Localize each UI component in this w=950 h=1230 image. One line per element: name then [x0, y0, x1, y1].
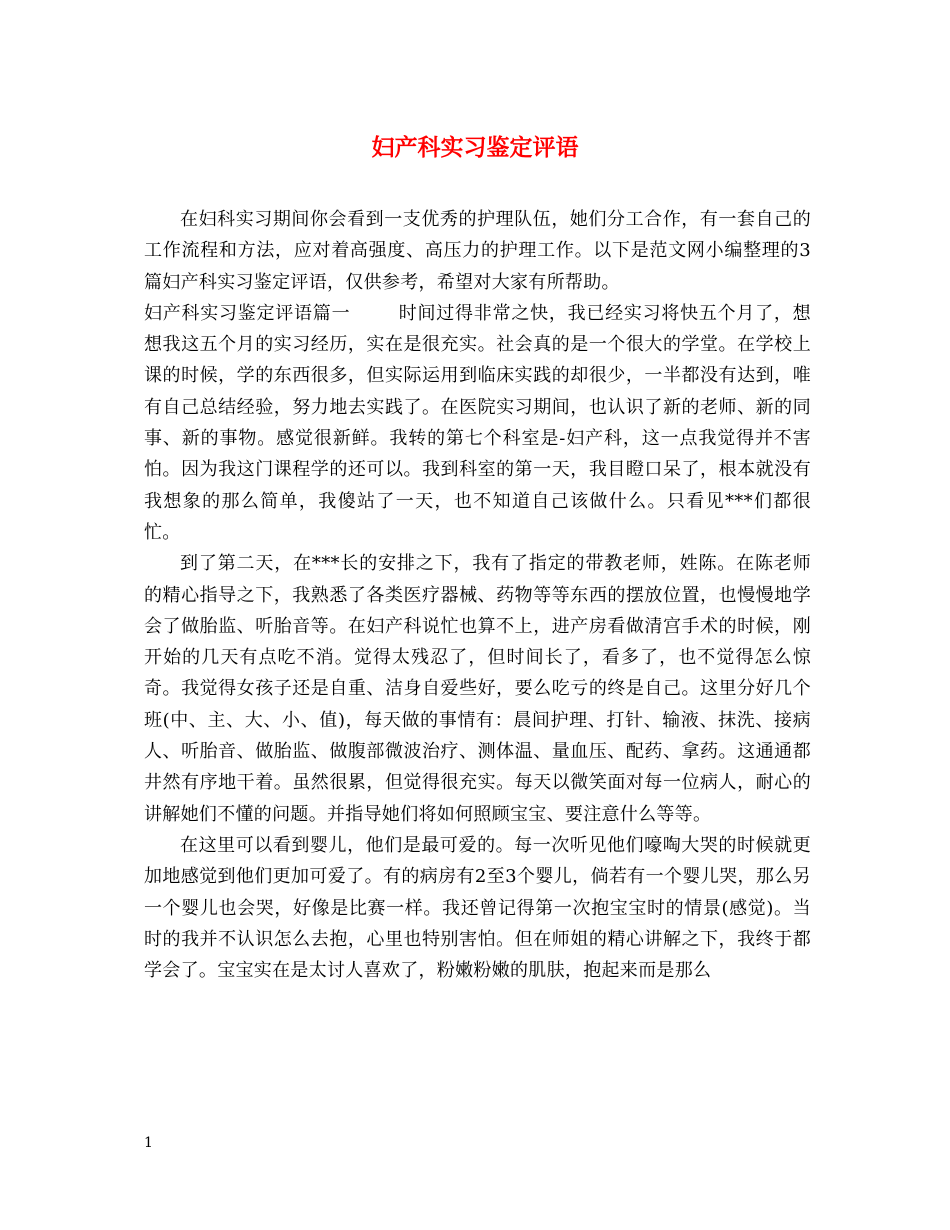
section-paragraph-2: 到了第二天，在***长的安排之下，我有了指定的带教老师，姓陈。在陈老师的精心指导之下，我熟悉了各类医疗器械、药物等等东西的摆放位置，也慢慢地学会了做胎监、听胎音等。在妇产科说忙也算不上，进产房看做清宫手术的时候，刚开始的几天有点吃不消。觉得太残忍了，但时间长了，看多了，也不觉得怎么惊奇。我觉得女孩子还是自重、洁身自爱些好，要么吃亏的终是自己。这里分好几个班(中、主、大、小、值)，每天做的事情有：晨间护理、打针、输液、抹洗、接病人、听胎音、做胎监、做腹部微波治疗、测体温、量血压、配药、拿药。这通通都井然有序地干着。虽然很累，但觉得很充实。每天以微笑面对每一位病人，耐心的讲解她们不懂的问题。并指导她们将如何照顾宝宝、要注意什么等等。: [144, 553, 811, 825]
page-number: 1: [144, 1135, 153, 1151]
section-paragraph-1: [144, 298, 811, 548]
section-paragraph-3: 在这里可以看到婴儿，他们是最可爱的。每一次听见他们嚎啕大哭的时候就更加地感觉到他们更加可爱了。有的病房有2至3个婴儿，倘若有一个婴儿哭，那么另一个婴儿也会哭，好像是比赛一样。我还曾记得第一次抱宝宝时的情景(感觉)。当时的我并不认识怎么去抱，心里也特别害怕。但在师姐的精心讲解之下，我终于都学会了。宝宝实在是太讨人喜欢了，粉嫩粉嫩的肌肤，抱起来而是那么: [144, 834, 811, 982]
document-body: [144, 204, 811, 986]
section-heading: 妇产科实习鉴定评语篇一: [144, 302, 351, 324]
document-title: 妇产科实习鉴定评语: [371, 134, 579, 161]
intro-paragraph: 在妇科实习期间你会看到一支优秀的护理队伍，她们分工合作，有一套自己的工作流程和方法，应对着高强度、高压力的护理工作。以下是范文网小编整理的3篇妇产科实习鉴定评语，仅供参考，希望对大家有所帮助。: [144, 209, 811, 293]
section-first-text: 时间过得非常之快，我已经实习将快五个月了，想想我这五个月的实习经历，实在是很充实。社会真的是一个很大的学堂。在学校上课的时候，学的东西很多，但实际运用到临床实践的却很少，一半都没有达到，唯有自己总结经验，努力地去实践了。在医院实习期间，也认识了新的老师、新的同事、新的事物。感觉很新鲜。我转的第七个科室是-妇产科，这一点我觉得并不害怕。因为我这门课程学的还可以。我到科室的第一天，我目瞪口呆了，根本就没有我想象的那么简单，我傻站了一天，也不知道自己该做什么。只看见***们都很忙。: [144, 302, 811, 543]
